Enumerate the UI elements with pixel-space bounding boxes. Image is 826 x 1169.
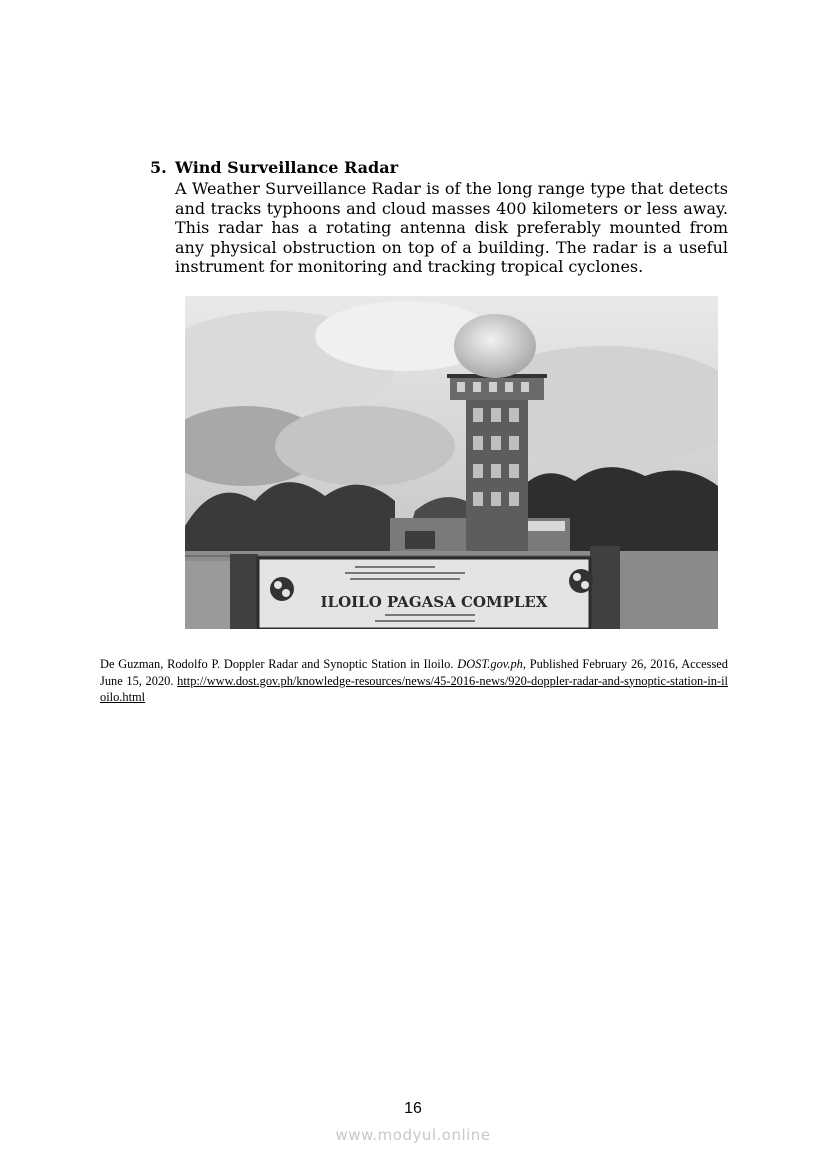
- item-title: Wind Surveillance Radar: [175, 158, 398, 177]
- citation-source: DOST.gov.ph: [457, 657, 523, 671]
- sign-text: ILOILO PAGASA COMPLEX: [320, 593, 548, 611]
- item-paragraph: A Weather Surveillance Radar is of the long range type that detects and tracks typhoons and cloud masses 400 kilometers or less away. This radar has a rotating antenna disk preferably mounted from any physical obstruction on top of a building. The radar is a useful instrument for monitoring and tracking tropical cyclones.: [175, 179, 728, 276]
- citation-author-title: De Guzman, Rodolfo P. Doppler Radar and Synoptic Station in Iloilo.: [100, 657, 458, 671]
- watermark: www.modyul.online: [335, 1126, 491, 1144]
- item-heading: [150, 158, 728, 179]
- page-number: 16: [404, 1100, 422, 1117]
- citation-link[interactable]: http://www.dost.gov.ph/knowledge-resources/news/45-2016-news/920-doppler-radar-and-synoptic-station-in-iloilo.html: [100, 673, 728, 704]
- radar-station-photo: [185, 296, 718, 629]
- section-item: [150, 158, 728, 277]
- citation-dates: , Published February 26, 2016, Accessed June 15, 2020.: [100, 657, 728, 688]
- image-citation: [100, 656, 728, 706]
- item-number: 5.: [150, 158, 167, 177]
